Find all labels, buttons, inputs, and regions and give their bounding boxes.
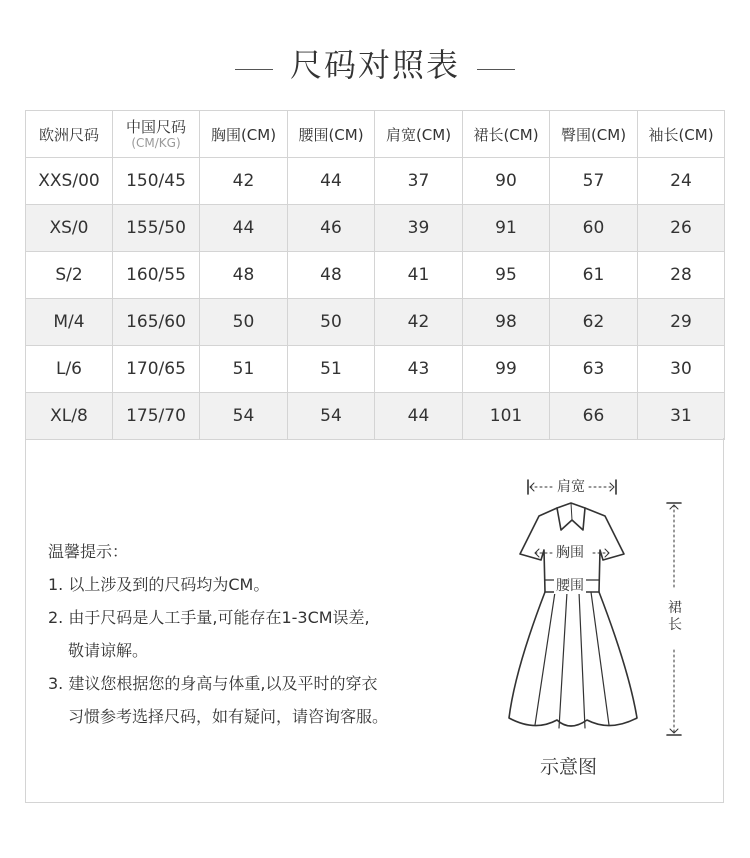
table-cell: 63 xyxy=(550,346,638,393)
header-waist: 腰围(CM) xyxy=(288,111,375,158)
table-cell: 51 xyxy=(288,346,375,393)
table-cell: 98 xyxy=(463,299,550,346)
table-row xyxy=(26,346,725,393)
tip-item: 2. 由于尺码是人工手量,可能存在1-3CM误差, xyxy=(48,608,370,627)
title-left-rule xyxy=(235,69,273,70)
table-cell: 42 xyxy=(375,299,463,346)
table-row xyxy=(26,393,725,440)
table-cell: 44 xyxy=(375,393,463,440)
table-cell: 29 xyxy=(638,299,725,346)
chest-label: 胸围 xyxy=(556,545,584,561)
tips-heading: 温馨提示： xyxy=(48,542,129,561)
header-cn-size: 中国尺码 (CM/KG) xyxy=(113,111,200,158)
table-cell: 51 xyxy=(200,346,288,393)
table-cell: 43 xyxy=(375,346,463,393)
tips-section xyxy=(48,535,468,733)
table-cell: 165/60 xyxy=(113,299,200,346)
table-cell: 46 xyxy=(288,205,375,252)
diagram-caption: 示意图 xyxy=(540,756,598,778)
page-header xyxy=(0,40,750,86)
table-cell: 66 xyxy=(550,393,638,440)
table-cell: 54 xyxy=(288,393,375,440)
header-sleeve: 袖长(CM) xyxy=(638,111,725,158)
table-cell: 42 xyxy=(200,158,288,205)
dress-diagram xyxy=(495,470,695,770)
size-chart-table xyxy=(25,110,725,440)
waist-label: 腰围 xyxy=(556,578,584,594)
table-cell: 48 xyxy=(200,252,288,299)
table-cell: 30 xyxy=(638,346,725,393)
table-cell: 28 xyxy=(638,252,725,299)
title-right-rule xyxy=(477,69,515,70)
table-cell: XXS/00 xyxy=(26,158,113,205)
table-cell: 61 xyxy=(550,252,638,299)
table-cell: 101 xyxy=(463,393,550,440)
table-row xyxy=(26,252,725,299)
table-cell: 37 xyxy=(375,158,463,205)
table-cell: 54 xyxy=(200,393,288,440)
header-cn-size-unit: (CM/KG) xyxy=(131,135,181,150)
table-row xyxy=(26,158,725,205)
table-cell: 50 xyxy=(288,299,375,346)
header-chest: 胸围(CM) xyxy=(200,111,288,158)
collar-center xyxy=(571,503,572,520)
table-cell: 60 xyxy=(550,205,638,252)
tip-item: 敬请谅解。 xyxy=(68,641,149,660)
table-cell: 175/70 xyxy=(113,393,200,440)
table-cell: 24 xyxy=(638,158,725,205)
table-cell: 26 xyxy=(638,205,725,252)
length-label: 裙长 xyxy=(665,600,685,634)
table-cell: XL/8 xyxy=(26,393,113,440)
table-cell: 95 xyxy=(463,252,550,299)
header-shoulder: 肩宽(CM) xyxy=(375,111,463,158)
skirt-pleat xyxy=(579,592,585,728)
page-title: 尺码对照表 xyxy=(289,46,460,84)
table-cell: L/6 xyxy=(26,346,113,393)
table-cell: 91 xyxy=(463,205,550,252)
table-cell: 62 xyxy=(550,299,638,346)
table-cell: S/2 xyxy=(26,252,113,299)
tip-item: 1. 以上涉及到的尺码均为CM。 xyxy=(48,575,270,594)
table-cell: 150/45 xyxy=(113,158,200,205)
header-length: 裙长(CM) xyxy=(463,111,550,158)
tip-item: 3. 建议您根据您的身高与体重,以及平时的穿衣 xyxy=(48,674,378,693)
skirt-pleat xyxy=(559,592,567,728)
table-cell: 57 xyxy=(550,158,638,205)
table-cell: M/4 xyxy=(26,299,113,346)
table-cell: 44 xyxy=(288,158,375,205)
table-cell: 155/50 xyxy=(113,205,200,252)
dress-skirt xyxy=(509,592,637,726)
shoulder-label: 肩宽 xyxy=(557,479,585,495)
table-cell: 50 xyxy=(200,299,288,346)
chest-arrow-right xyxy=(605,549,609,557)
table-cell: 48 xyxy=(288,252,375,299)
table-cell: 90 xyxy=(463,158,550,205)
header-eu-size: 欧洲尺码 xyxy=(26,111,113,158)
table-cell: 31 xyxy=(638,393,725,440)
table-cell: 44 xyxy=(200,205,288,252)
table-cell: 160/55 xyxy=(113,252,200,299)
header-hip: 臀围(CM) xyxy=(550,111,638,158)
tip-item: 习惯参考选择尺码，如有疑问，请咨询客服。 xyxy=(68,707,389,726)
table-cell: 170/65 xyxy=(113,346,200,393)
table-cell: 39 xyxy=(375,205,463,252)
table-cell: 99 xyxy=(463,346,550,393)
table-row xyxy=(26,299,725,346)
table-cell: 41 xyxy=(375,252,463,299)
table-cell: XS/0 xyxy=(26,205,113,252)
table-header-row xyxy=(26,111,725,158)
table-row xyxy=(26,205,725,252)
